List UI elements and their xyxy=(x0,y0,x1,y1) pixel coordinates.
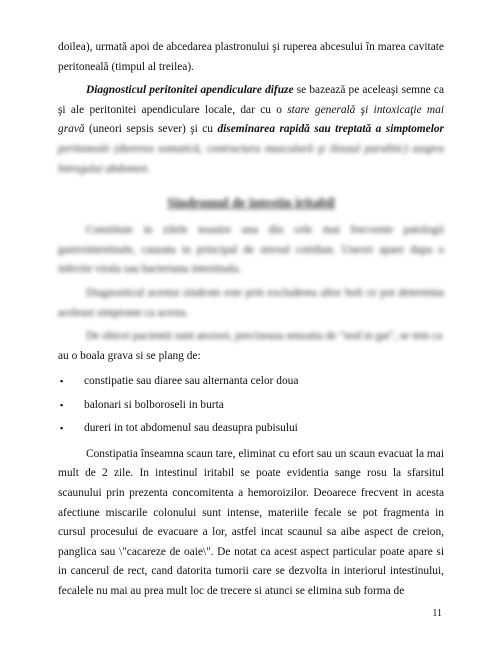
blurred-paragraph: Diagnosticul acestui sindrom este prin excluderea altor boli ce pot determina aceleasi simptome ca acesta. xyxy=(58,286,444,319)
text-run: se bazează pe aceleaşi semne ca şi ale peritonitei apendiculare locale, dar cu o xyxy=(58,84,444,116)
page-number: 11 xyxy=(432,608,442,619)
list-item-text: constipatie sau diaree sau alternanta celor doua xyxy=(84,375,299,388)
bullet-icon: ▪ xyxy=(60,376,64,387)
list-item xyxy=(58,394,444,418)
bold-term: Diagnosticul peritonitei apendiculare difuze xyxy=(86,84,294,97)
bullet-icon: ▪ xyxy=(60,399,64,410)
paragraph-constipation: Constipatia înseamna scaun tare, eliminat cu efort sau un scaun evacuat la mai mult de 2 zile. In intestinul iritabil se poate evidentia sange rosu la sfarsitul scaunului prin prezenta concomitenta a hemoroizilor. Deoarece frecvent in acesta afectiune miscarile colonului sunt intense, materiile fecale se pot fragmenta in cursul procesului de evacuare a lor, astfel incat scaunul sa aibe aspect de creion, panglica sau \"cacareze de oaie\". De notat ca acest aspect particular poate apare si in cancerul de rect, cand datorita tumorii care se dezvolta in interiorul intestinului, fecalele nu mai au prea mult loc de trecere si atunci se elimina sub forma de xyxy=(58,447,444,597)
section-heading: Sindromul de intestin iritabil xyxy=(167,195,335,211)
bullet-icon: ▪ xyxy=(60,423,64,434)
symptom-list xyxy=(58,370,444,441)
paragraph-continuation: doilea), urmată apoi de abcedarea plastronului şi ruperea abcesului în marea cavitate peritoneală (timpul al treilea). xyxy=(58,41,444,73)
text-run: (uneori sepsis sever) şi cu xyxy=(84,123,218,136)
blurred-text: peritoneale (durerea somatică, contractura musculară şi ileusul paralitic) asupra întregului abdomen. xyxy=(58,142,444,175)
list-item xyxy=(58,370,444,394)
blurred-paragraph: De obicei pacientii sunt anxiosi, precizeaza senzatia de "nod in gat", se tem ca xyxy=(86,330,443,343)
list-item-text: balonari si bolboroseli in burta xyxy=(84,398,224,411)
list-item xyxy=(58,417,444,441)
page-content xyxy=(58,38,444,606)
paragraph-diagnosis xyxy=(58,81,444,179)
list-item-text: dureri in tot abdomenul sau deasupra pubisului xyxy=(84,422,298,435)
italic-term: stare generală şi intoxicaţie mai gravă xyxy=(58,103,445,136)
bold-term: diseminarea rapidă sau treptată a simptomelor xyxy=(217,123,444,136)
blurred-paragraph: Constituie in zilele noastre una din cele mai frecvente patologii gastrointestinale, cauzata in principal de stresul cotidian. Uneori apare dupa o infectie virala sau bacteriana intestinala. xyxy=(58,224,444,276)
paragraph-lead-in: au o boala grava si se plang de: xyxy=(58,349,201,362)
